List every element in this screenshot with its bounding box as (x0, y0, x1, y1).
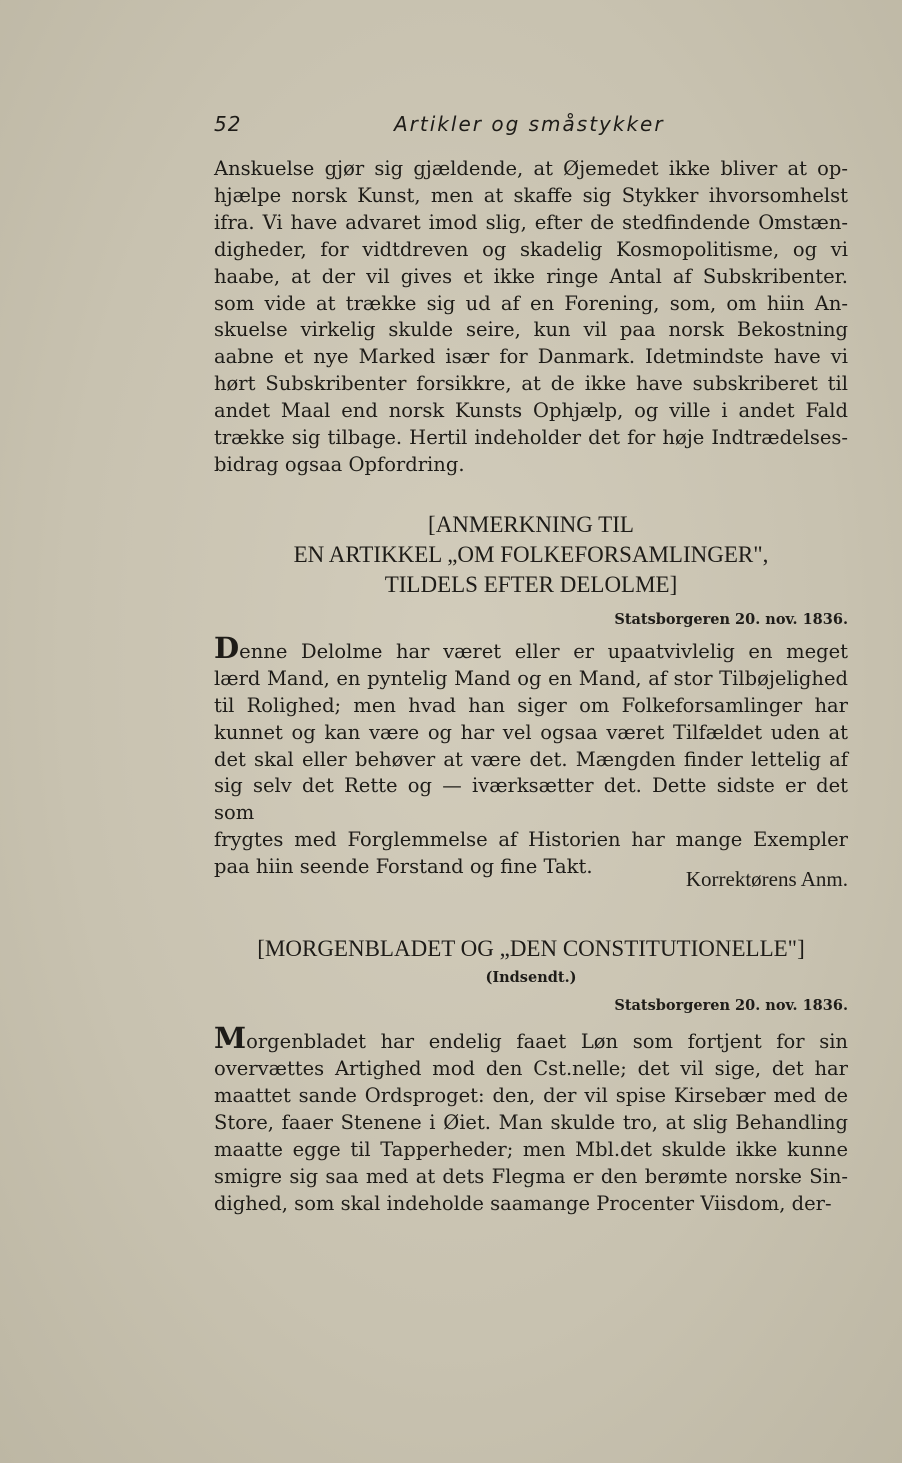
signature: Korrektørens Anm. (685, 867, 848, 892)
text-line: smigre sig saa med at dets Flegma er den berømte norske Sin- (214, 1164, 848, 1188)
text-line: skuelse virkelig skulde seire, kun vil paa norsk Bekostning (214, 318, 848, 342)
text-line (214, 630, 848, 666)
text-line: andet Maal end norsk Kunsts Ophjælp, og ville i andet Fald (214, 399, 848, 423)
text-line: sig selv det Rette og — iværksætter det. Dette sidste er det som (214, 774, 848, 825)
drop-cap: M (214, 1021, 247, 1056)
source-citation: Statsborgeren 20. nov. 1836. (614, 610, 848, 628)
text-line: til Rolighed; men hvad han siger om Folkeforsamlinger har (214, 693, 848, 717)
heading-line: TILDELS EFTER DELOLME] (384, 571, 678, 597)
text-line: paa hiin seende Forstand og fine Takt. (214, 855, 593, 879)
section2-paragraph (214, 1021, 848, 1217)
text-line: hørt Subskribenter forsikkre, at de ikke have subskriberet til (214, 372, 848, 396)
subheading: (Indsendt.) (485, 969, 577, 987)
text-line: frygtes med Forglemmelse af Historien har mange Exempler (214, 828, 848, 852)
text-line (214, 1021, 848, 1056)
text-line: maattet sande Ordsproget: den, der vil spise Kirsebær med de (214, 1083, 848, 1107)
text-line: hjælpe norsk Kunst, men at skaffe sig Stykker ihvorsomhelst (214, 183, 848, 207)
text-line: digheder, for vidtdreven og skadelig Kosmopolitisme, og vi (214, 237, 848, 261)
text-line: dighed, som skal indeholde saamange Procenter Viisdom, der- (214, 1191, 832, 1215)
text-line: bidrag ogsaa Opfordring. (214, 452, 465, 476)
text-line: som vide at trække sig ud af en Forening, som, om hiin An- (214, 291, 848, 315)
last-line (214, 854, 848, 894)
drop-cap: D (214, 630, 240, 665)
source-citation: Statsborgeren 20. nov. 1836. (614, 997, 848, 1015)
text-line: aabne et nye Marked især for Danmark. Idetmindste have vi (214, 345, 848, 369)
section1-paragraph (214, 630, 848, 894)
intro-paragraph (214, 156, 848, 479)
section-heading-anmerkning (214, 510, 848, 600)
page-content (214, 112, 848, 1217)
text-line: lærd Mand, en pyntelig Mand og en Mand, af stor Tilbøjelighed (214, 666, 848, 690)
first-line-text: enne Delolme har været eller er upaatvivlelig en meget (239, 639, 848, 663)
text-line: trække sig tilbage. Hertil indeholder det for høje Indtrædelses- (214, 426, 848, 450)
text-line: Anskuelse gjør sig gjældende, at Øjemedet ikke bliver at op- (214, 157, 848, 180)
heading-line: EN ARTIKKEL „OM FOLKEFORSAMLINGER", (293, 541, 769, 567)
text-line: haabe, at der vil gives et ikke ringe Antal af Subskribenter. (214, 264, 848, 288)
text-line: kunnet og kan være og har vel ogsaa været Tilfældet uden at (214, 720, 848, 744)
page-number: 52 (214, 112, 242, 136)
first-line-text: orgenbladet har endelig faaet Løn som fortjent for sin (246, 1030, 848, 1054)
text-line: maatte egge til Tapperheder; men Mbl.det skulde ikke kunne (214, 1137, 848, 1161)
text-line: Store, faaer Stenene i Øiet. Man skulde tro, at slig Behandling (214, 1110, 848, 1134)
text-line: ifra. Vi have advaret imod slig, efter de stedfindende Omstæn- (214, 210, 848, 234)
text-line: overvættes Artighed mod den Cst.nelle; det vil sige, det har (214, 1057, 848, 1081)
running-head (214, 112, 848, 142)
section-heading-morgenbladet: [MORGENBLADET OG „DEN CONSTITUTIONELLE"] (257, 936, 805, 962)
text-line: det skal eller behøver at være det. Mængden finder lettelig af (214, 747, 848, 771)
heading-line: [ANMERKNING TIL (428, 511, 634, 537)
running-title: Artikler og småstykker (394, 112, 665, 136)
